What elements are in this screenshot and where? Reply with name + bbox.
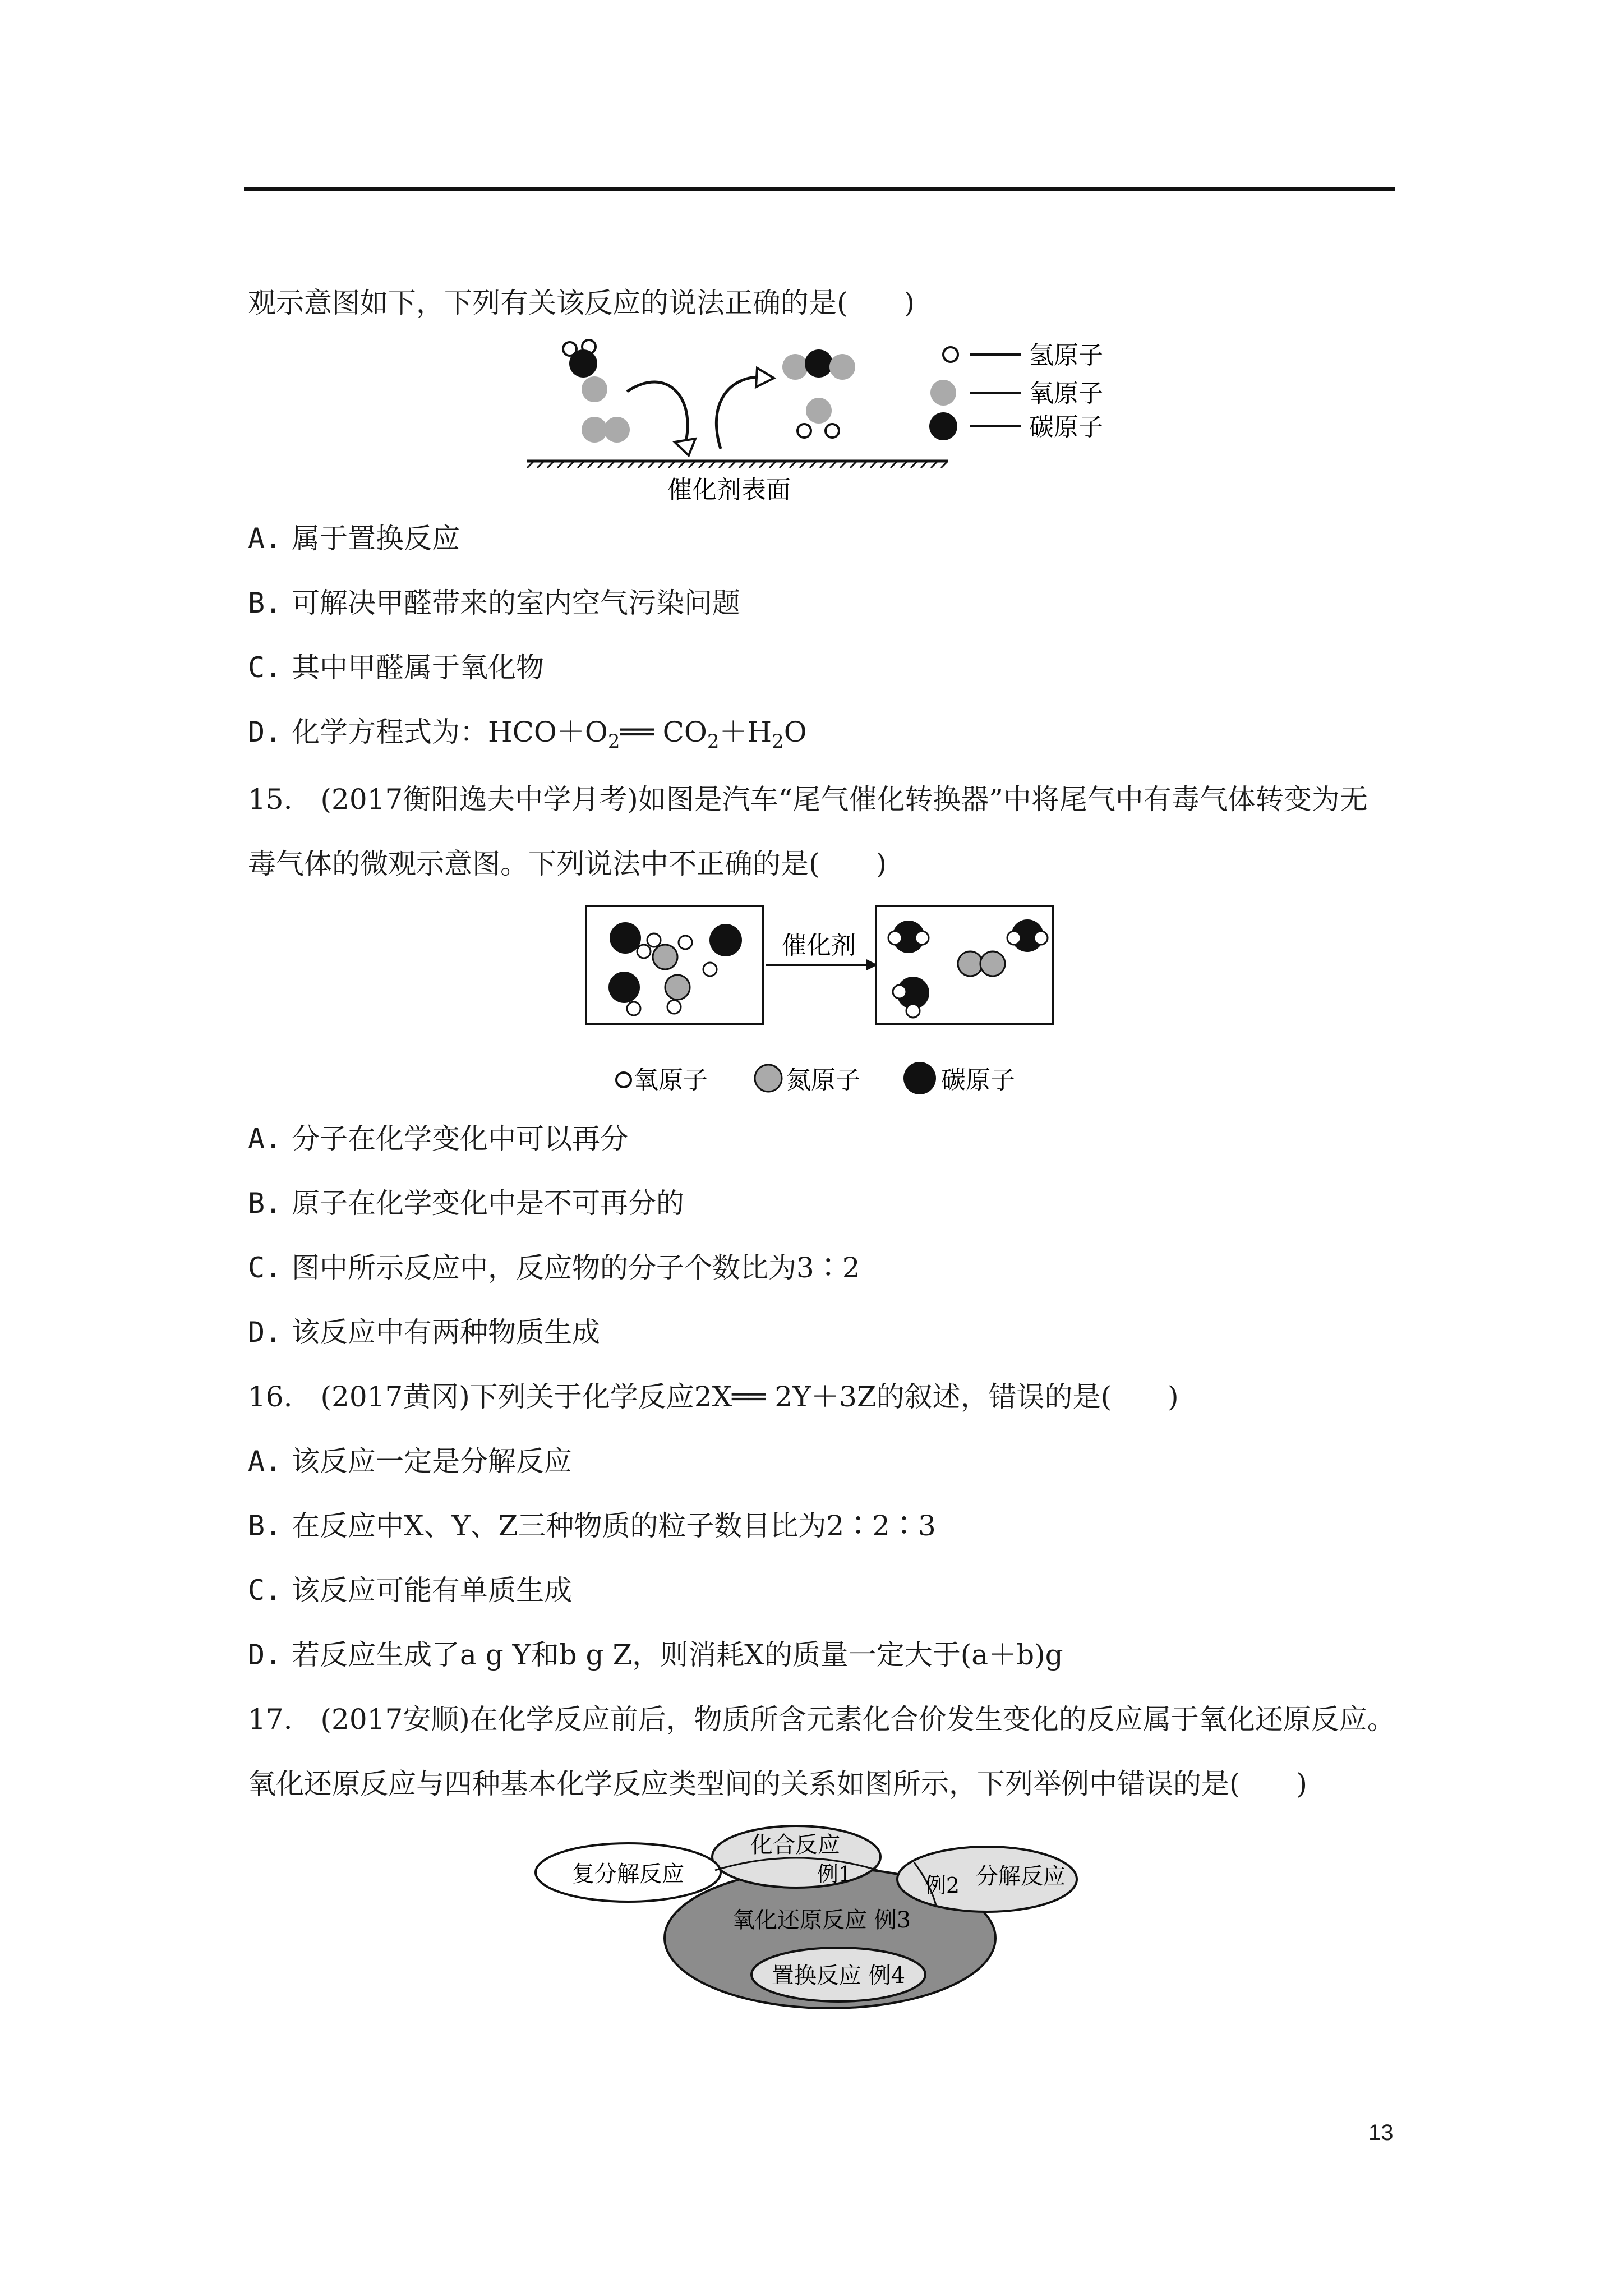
o-atom bbox=[1007, 931, 1021, 945]
q14-figure bbox=[505, 331, 1122, 516]
n-atom bbox=[653, 945, 677, 969]
c-atom bbox=[569, 349, 597, 378]
o-atom bbox=[647, 933, 661, 947]
q16-option-c: C. 该反应可能有单质生成 bbox=[248, 1574, 572, 1607]
c-atom bbox=[608, 972, 640, 1003]
q15-option-c: C. 图中所示反应中，反应物的分子个数比为3∶2 bbox=[248, 1251, 860, 1284]
o-atom bbox=[627, 1002, 640, 1015]
q15-figure bbox=[583, 903, 1077, 1105]
q14-option-b: B. 可解决甲醛带来的室内空气污染问题 bbox=[248, 587, 740, 619]
redox-label: 氧化还原反应 例3 bbox=[732, 1907, 911, 1933]
legend-carbon: 碳原子 bbox=[1029, 413, 1103, 441]
q15-stem-line2: 毒气体的微观示意图。下列说法中不正确的是( ) bbox=[248, 848, 887, 880]
q17-stem-line2: 氧化还原反应与四种基本化学反应类型间的关系如图所示，下列举例中错误的是( ) bbox=[248, 1768, 1308, 1800]
o-atom bbox=[604, 417, 630, 443]
arrow-up-icon bbox=[716, 377, 760, 449]
o-atom bbox=[637, 945, 651, 958]
replacement-label: 置换反应 例4 bbox=[771, 1963, 906, 1989]
o-atom bbox=[679, 936, 692, 949]
legend-nitrogen: 氮原子 bbox=[786, 1066, 860, 1094]
n-atom bbox=[958, 951, 983, 976]
o-atom bbox=[582, 376, 607, 402]
q14-option-d: D. 化学方程式为：$HCO+O_2══$ $CO_2+H_2O$ bbox=[248, 716, 807, 753]
decomposition-label: 分解反应 bbox=[976, 1864, 1066, 1889]
header-rule bbox=[244, 187, 1395, 191]
c-atom bbox=[610, 922, 641, 954]
h-atom bbox=[826, 424, 839, 438]
o-atom bbox=[782, 354, 808, 380]
q14-stem: 观示意图如下，下列有关该反应的说法正确的是( ) bbox=[248, 287, 915, 319]
q17-figure bbox=[527, 1823, 1110, 2014]
q15-stem-line1: 15. (2017衡阳逸夫中学月考)如图是汽车“尾气催化转换器”中将尾气中有毒气体转变为无 bbox=[248, 783, 1368, 816]
q16-option-b: B. 在反应中X、Y、Z三种物质的粒子数目比为2∶2∶3 bbox=[248, 1510, 936, 1542]
legend-carbon: 碳原子 bbox=[941, 1066, 1015, 1094]
legend-oxygen: 氧原子 bbox=[634, 1066, 708, 1094]
q15-option-b: B. 原子在化学变化中是不可再分的 bbox=[248, 1187, 684, 1220]
h-atom bbox=[797, 424, 811, 438]
o-atom bbox=[667, 1000, 681, 1014]
double-decomp-label: 复分解反应 bbox=[572, 1861, 684, 1887]
o-atom bbox=[915, 931, 929, 945]
legend-h-icon bbox=[943, 347, 958, 362]
catalyst-label: 催化剂 bbox=[782, 931, 856, 960]
o-atom bbox=[893, 985, 906, 999]
example-2-label: 例2 bbox=[924, 1873, 960, 1898]
o-atom bbox=[703, 963, 717, 976]
arrow-down-icon bbox=[627, 382, 688, 449]
q14-option-a: A. 属于置换反应 bbox=[248, 522, 460, 555]
legend-hydrogen: 氢原子 bbox=[1029, 341, 1103, 370]
legend-o-icon bbox=[930, 380, 956, 406]
q16-stem: 16. (2017黄冈)下列关于化学反应2X══ 2Y＋3Z的叙述，错误的是( ) bbox=[248, 1381, 1179, 1413]
c-atom bbox=[709, 924, 742, 956]
c-atom bbox=[805, 349, 833, 378]
legend-c-icon bbox=[929, 412, 957, 440]
o-atom bbox=[888, 931, 902, 945]
n-atom bbox=[980, 951, 1005, 976]
legend-o-icon bbox=[616, 1073, 631, 1087]
q14-option-c: C. 其中甲醛属于氧化物 bbox=[248, 651, 544, 684]
q17-stem-line1: 17. (2017安顺)在化学反应前后，物质所含元素化合价发生变化的反应属于氧化还原反应。 bbox=[248, 1703, 1395, 1736]
q15-option-a: A. 分子在化学变化中可以再分 bbox=[248, 1122, 628, 1155]
o-atom bbox=[806, 398, 832, 424]
q15-option-d: D. 该反应中有两种物质生成 bbox=[248, 1316, 600, 1349]
o-atom bbox=[829, 354, 855, 380]
o-atom bbox=[1034, 931, 1048, 945]
surface-label: 催化剂表面 bbox=[667, 476, 791, 504]
page-number: 13 bbox=[1368, 2120, 1394, 2145]
o-atom bbox=[906, 1004, 920, 1018]
q16-option-d: D. 若反应生成了a g Y和b g Z，则消耗X的质量一定大于(a＋b)g bbox=[248, 1639, 1063, 1671]
legend-n-icon bbox=[755, 1065, 782, 1092]
combination-label: 化合反应 bbox=[750, 1832, 840, 1858]
example-1-label: 例1 bbox=[817, 1862, 852, 1887]
o-atom bbox=[582, 417, 607, 443]
q16-option-a: A. 该反应一定是分解反应 bbox=[248, 1445, 572, 1478]
n-atom bbox=[665, 975, 690, 1000]
legend-c-icon bbox=[903, 1062, 936, 1094]
legend-oxygen: 氧原子 bbox=[1029, 379, 1103, 408]
